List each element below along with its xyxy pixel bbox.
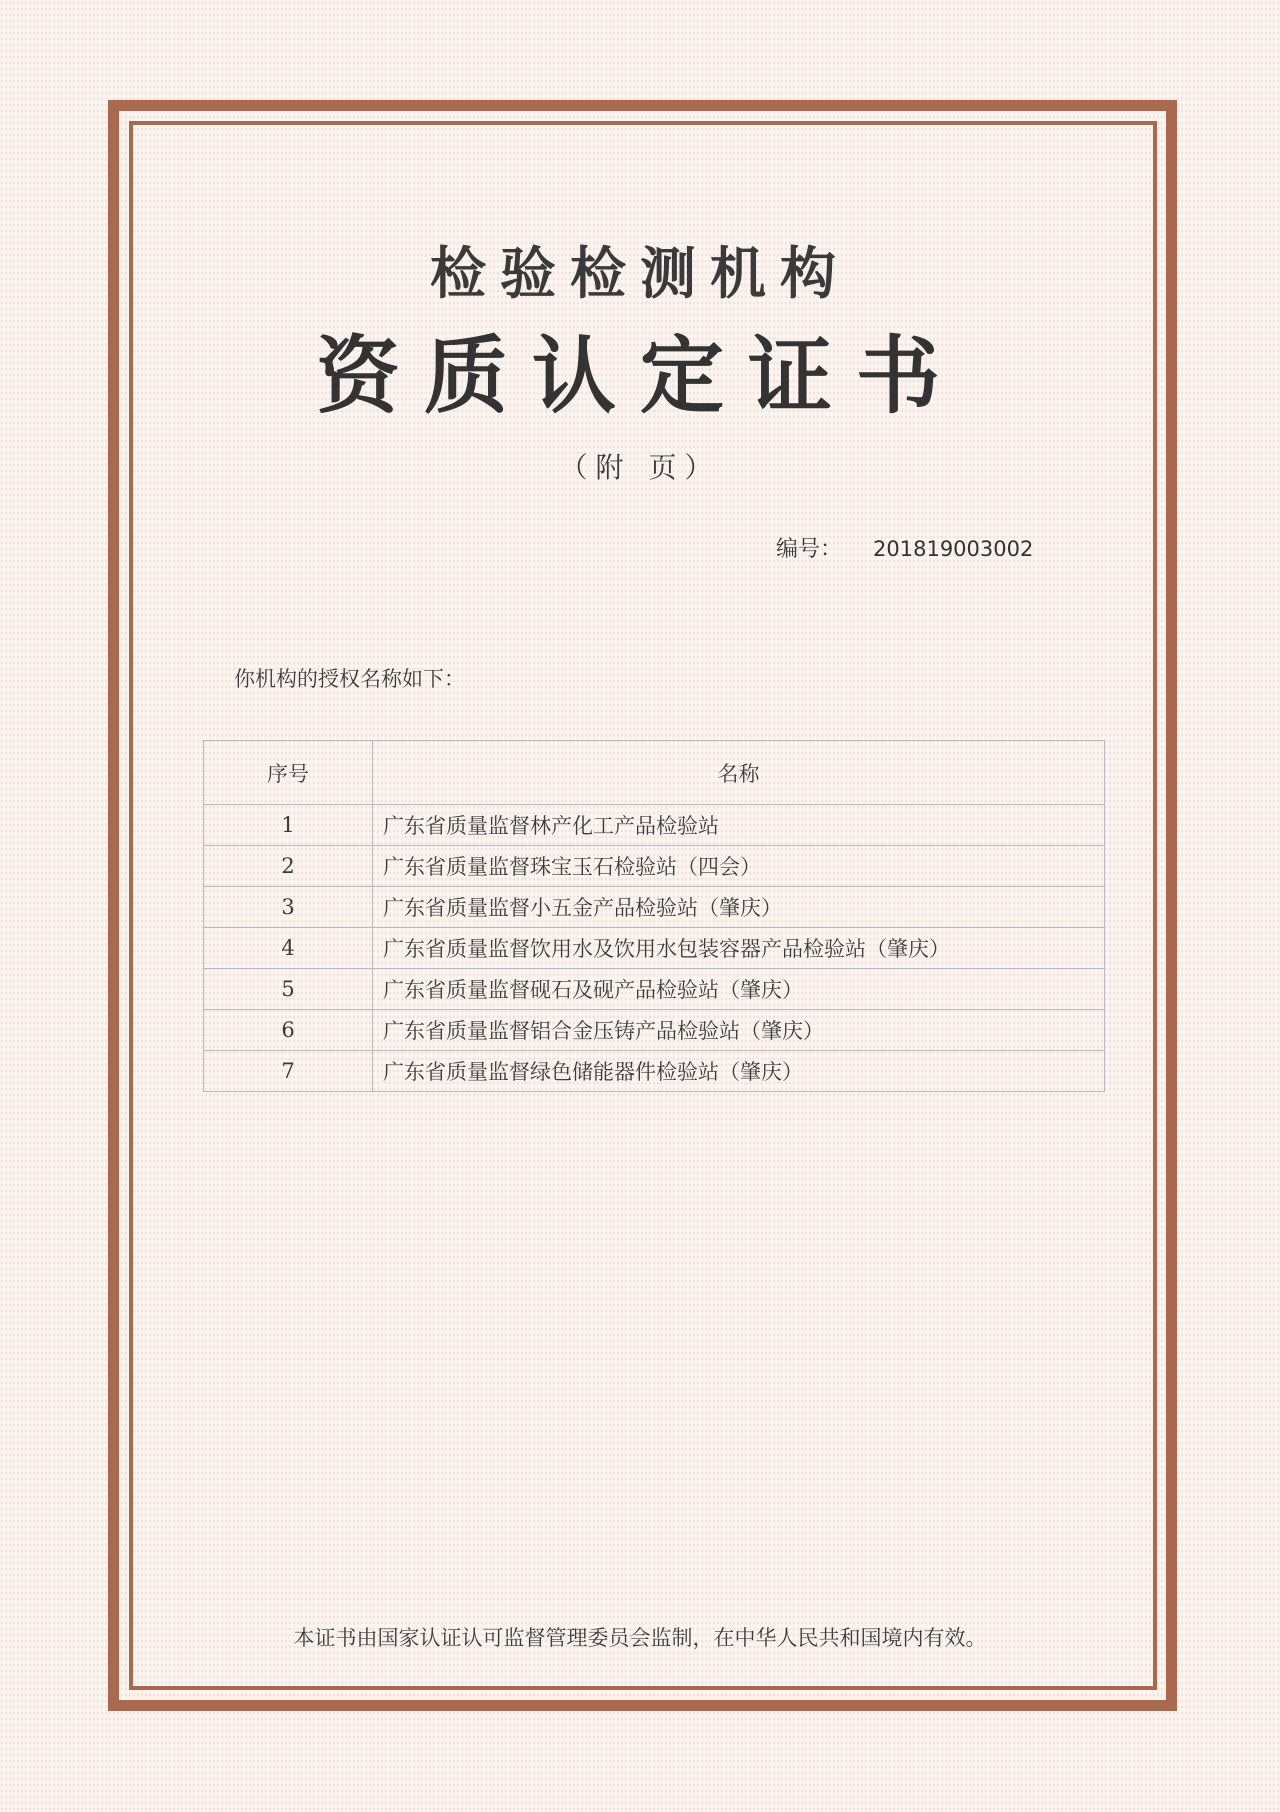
row-number: 5 xyxy=(204,969,373,1010)
certificate-number-value: 201819003002 xyxy=(873,537,1034,561)
column-header-name: 名称 xyxy=(373,741,1105,805)
certificate-number-label: 编号： xyxy=(776,537,843,562)
certificate-title-line1: 检验检测机构 xyxy=(430,242,850,307)
certificate-subtitle: （附 页） xyxy=(559,451,721,484)
table-row xyxy=(204,1010,1105,1051)
table-header-row xyxy=(204,741,1105,805)
row-name: 广东省质量监督绿色储能器件检验站（肇庆） xyxy=(373,1051,1105,1092)
table-row xyxy=(204,887,1105,928)
table-row xyxy=(204,928,1105,969)
authorized-names-table xyxy=(203,740,1105,1092)
intro-text: 你机构的授权名称如下： xyxy=(234,667,465,691)
certificate-title-line2: 资质认定证书 xyxy=(315,327,964,425)
row-number: 1 xyxy=(204,805,373,846)
table-row xyxy=(204,1051,1105,1092)
certificate-footer-note: 本证书由国家认证认可监督管理委员会监制，在中华人民共和国境内有效。 xyxy=(293,1626,987,1650)
certificate-number xyxy=(776,533,1033,566)
row-name: 广东省质量监督铝合金压铸产品检验站（肇庆） xyxy=(373,1010,1105,1051)
row-number: 6 xyxy=(204,1010,373,1051)
row-name: 广东省质量监督砚石及砚产品检验站（肇庆） xyxy=(373,969,1105,1010)
row-number: 2 xyxy=(204,846,373,887)
table-row xyxy=(204,805,1105,846)
row-number: 4 xyxy=(204,928,373,969)
column-header-number: 序号 xyxy=(204,741,373,805)
table-row xyxy=(204,846,1105,887)
row-number: 3 xyxy=(204,887,373,928)
row-name: 广东省质量监督林产化工产品检验站 xyxy=(373,805,1105,846)
row-name: 广东省质量监督珠宝玉石检验站（四会） xyxy=(373,846,1105,887)
row-name: 广东省质量监督饮用水及饮用水包装容器产品检验站（肇庆） xyxy=(373,928,1105,969)
row-number: 7 xyxy=(204,1051,373,1092)
table-row xyxy=(204,969,1105,1010)
row-name: 广东省质量监督小五金产品检验站（肇庆） xyxy=(373,887,1105,928)
